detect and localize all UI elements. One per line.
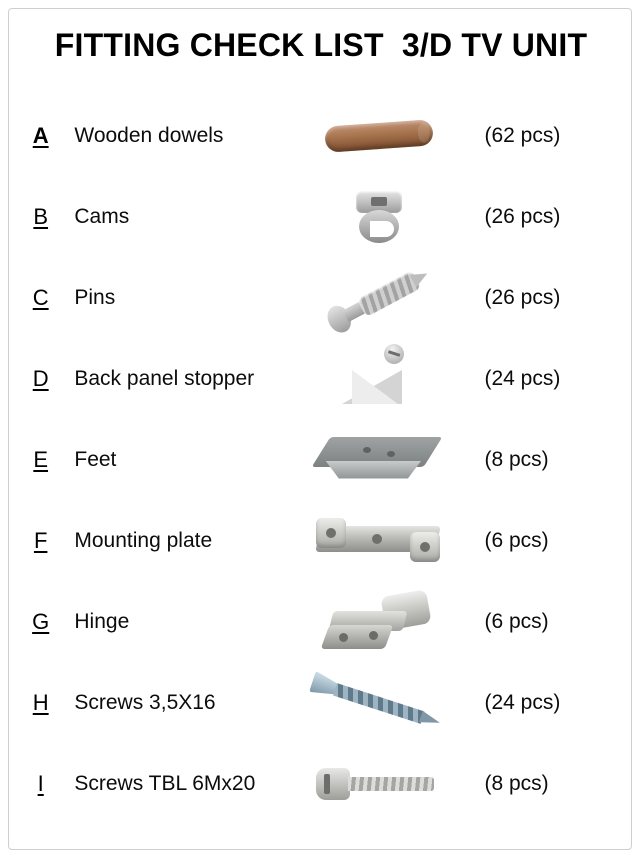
part-name: Screws 3,5X16 xyxy=(74,690,216,714)
part-image xyxy=(290,745,468,823)
part-letter: H xyxy=(32,689,49,715)
part-quantity: (26 pcs) xyxy=(484,285,561,309)
part-name: Hinge xyxy=(74,609,130,633)
list-item xyxy=(9,419,633,500)
part-letter: B xyxy=(33,203,49,229)
part-name: Mounting plate xyxy=(74,528,213,552)
machine-screw-icon xyxy=(316,768,442,800)
part-image xyxy=(290,583,468,661)
part-name: Pins xyxy=(74,285,116,309)
part-image xyxy=(290,178,468,256)
wood-screw-icon xyxy=(308,665,452,741)
part-image xyxy=(290,340,468,418)
parts-list xyxy=(9,95,633,824)
part-letter: E xyxy=(33,446,49,472)
part-quantity: (24 pcs) xyxy=(484,366,561,390)
part-letter: I xyxy=(37,770,44,796)
list-item xyxy=(9,662,633,743)
mounting-plate-icon xyxy=(314,512,444,570)
cam-lock-icon xyxy=(356,191,402,243)
cam-pin-icon xyxy=(320,255,438,339)
list-item xyxy=(9,581,633,662)
list-item xyxy=(9,95,633,176)
part-quantity: (8 pcs) xyxy=(484,447,549,471)
part-letter: F xyxy=(33,527,48,553)
hinge-icon xyxy=(321,591,437,653)
part-quantity: (8 pcs) xyxy=(484,771,549,795)
back-panel-stopper-icon xyxy=(342,354,416,404)
part-name: Back panel stopper xyxy=(74,366,255,390)
fitting-check-list-sheet xyxy=(8,8,632,850)
furniture-foot-icon xyxy=(319,433,439,487)
part-name: Wooden dowels xyxy=(74,123,224,147)
part-quantity: (62 pcs) xyxy=(484,123,561,147)
part-letter: D xyxy=(32,365,49,391)
part-quantity: (26 pcs) xyxy=(484,204,561,228)
part-quantity: (24 pcs) xyxy=(484,690,561,714)
part-quantity: (6 pcs) xyxy=(484,609,549,633)
list-item xyxy=(9,257,633,338)
part-letter: G xyxy=(32,608,50,634)
part-image xyxy=(290,502,468,580)
part-letter: A xyxy=(32,122,49,148)
part-image xyxy=(290,664,468,742)
page-title: FITTING CHECK LIST 3/D TV UNIT xyxy=(54,27,588,63)
part-letter: C xyxy=(32,284,49,310)
wooden-dowel-icon xyxy=(325,119,435,152)
part-name: Cams xyxy=(74,204,130,228)
part-image xyxy=(290,421,468,499)
list-item xyxy=(9,338,633,419)
part-name: Feet xyxy=(74,447,117,471)
list-item xyxy=(9,743,633,824)
part-name: Screws TBL 6Mx20 xyxy=(74,771,256,795)
part-image xyxy=(290,259,468,337)
list-item xyxy=(9,500,633,581)
part-quantity: (6 pcs) xyxy=(484,528,549,552)
part-image xyxy=(290,97,468,175)
list-item xyxy=(9,176,633,257)
